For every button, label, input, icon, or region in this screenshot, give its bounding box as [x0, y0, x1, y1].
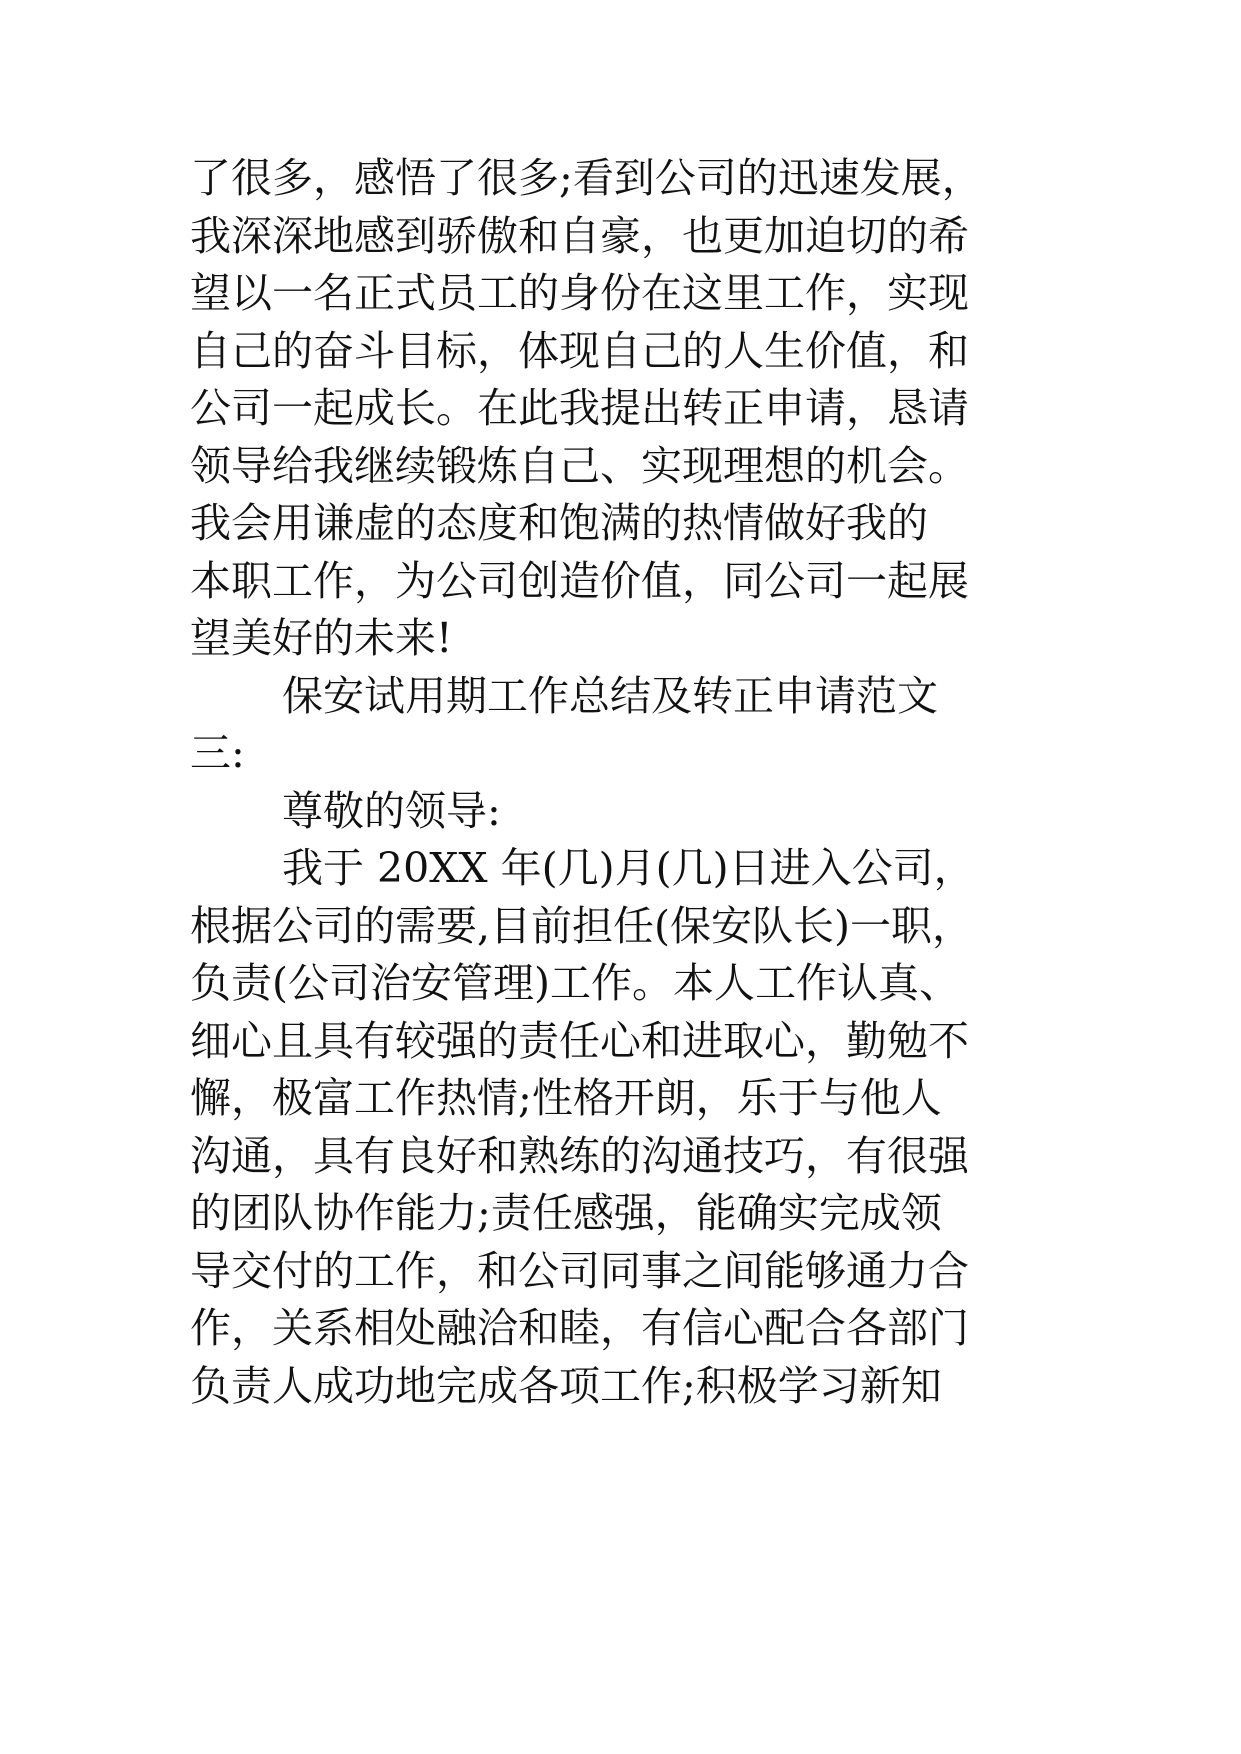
- text-line: 望美好的未来!: [190, 614, 453, 662]
- text-line: 公司一起成长。在此我提出转正申请，恳请: [190, 384, 969, 432]
- text-line: 自己的奋斗目标，体现自己的人生价值，和: [190, 326, 969, 375]
- text-line: 细心且具有较强的责任心和进取心，勤勉不: [190, 1016, 969, 1065]
- text-line: 根据公司的需要,目前担任(保安队长)一职，: [190, 901, 974, 950]
- salutation: 尊敬的领导:: [282, 786, 501, 835]
- text-line: 导交付的工作，和公司同事之间能够通力合: [190, 1246, 969, 1295]
- text-line: 懈，极富工作热情;性格开朗，乐于与他人: [190, 1074, 942, 1122]
- text-line: 作，关系相处融洽和睦，有信心配合各部门: [190, 1304, 969, 1352]
- text-line: 我会用谦虚的态度和饱满的热情做好我的: [190, 499, 928, 547]
- text-line: 负责(公司治安管理)工作。本人工作认真、: [190, 959, 960, 1007]
- paragraph-start: 我于 20XX 年(几)月(几)日进入公司，: [282, 844, 975, 892]
- text-line: 的团队协作能力;责任感强，能确实完成领: [190, 1189, 942, 1237]
- text-line: 沟通，具有良好和熟练的沟通技巧，有很强: [190, 1131, 969, 1180]
- section-heading-continued: 三:: [190, 729, 245, 777]
- text-line: 我深深地感到骄傲和自豪，也更加迫切的希: [190, 211, 969, 260]
- text-line: 望以一名正式员工的身份在这里工作，实现: [190, 269, 969, 317]
- text-line: 了很多，感悟了很多;看到公司的迅速发展，: [190, 154, 983, 202]
- text-line: 本职工作，为公司创造价值，同公司一起展: [190, 556, 969, 605]
- text-line: 负责人成功地完成各项工作;积极学习新知: [190, 1361, 942, 1410]
- body-text: [190, 150, 1090, 1415]
- section-heading: 保安试用期工作总结及转正申请范文: [282, 671, 938, 720]
- text-line: 领导给我继续锻炼自己、实现理想的机会。: [190, 441, 969, 490]
